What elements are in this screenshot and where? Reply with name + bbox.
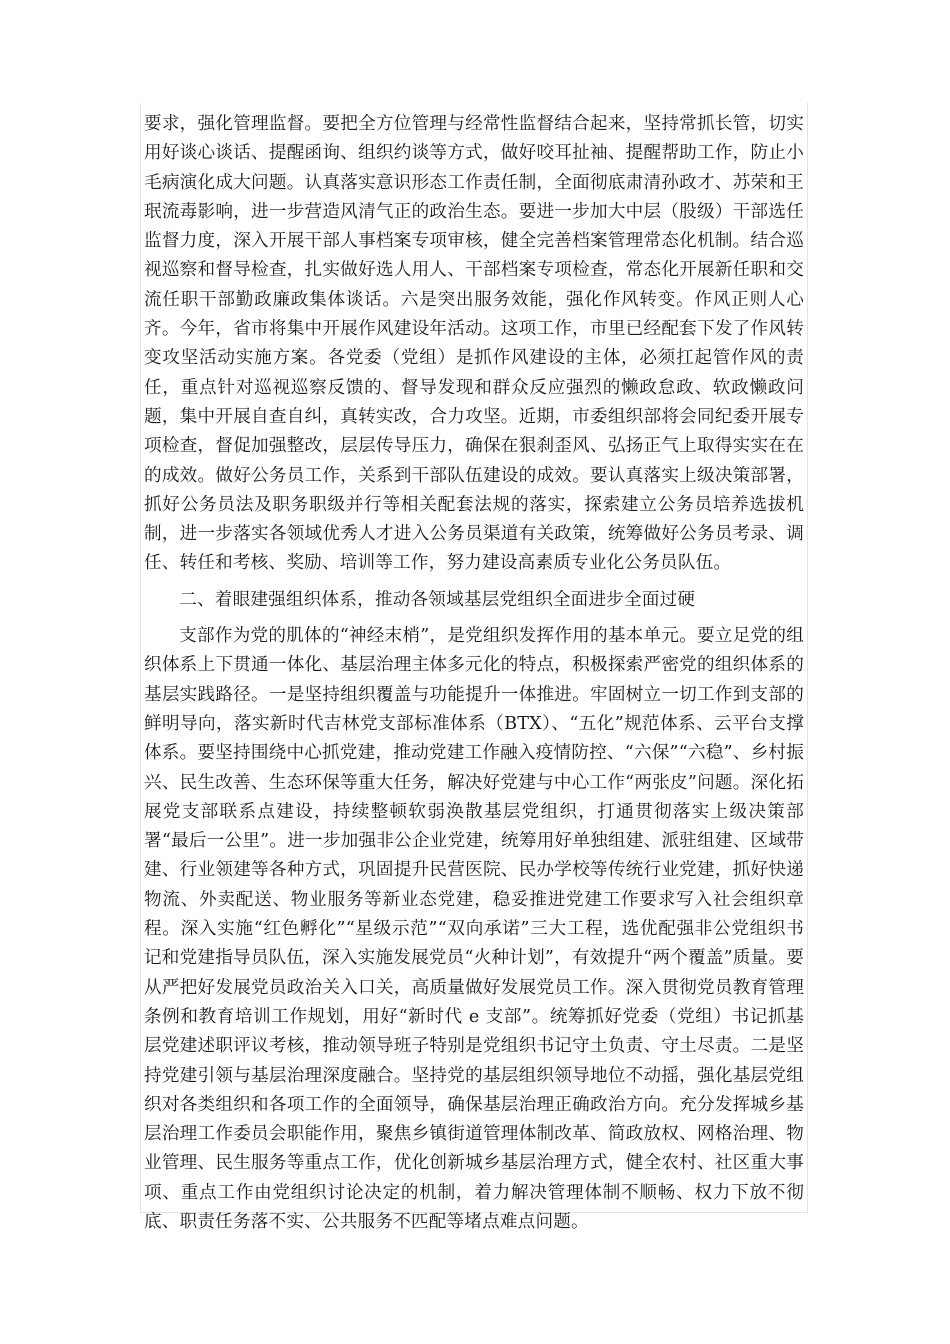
body-paragraph: 支部作为党的肌体的“神经末梢”，是党组织发挥作用的基本单元。要立足党的组织体系上下贯通一体化、基层治理主体多元化的特点，积极探索严密党的组织体系的基层实践路径。一是坚持组织覆盖与功能提升一体推进。牢固树立一切工作到支部的鲜明导向，落实新时代吉林党支部标准体系（BTX）、“五化”规范体系、云平台支撑体系。要坚持围绕中心抓党建，推动党建工作融入疫情防控、“六保”“六稳”、乡村振兴、民生改善、生态环保等重大任务，解决好党建与中心工作“两张皮”问题。深化拓展党支部联系点建设，持续整顿软弱涣散基层党组织，打通贯彻落实上级决策部署“最后一公里”。进一步加强非公企业党建，统筹用好单独组建、派驻组建、区域带建、行业领建等各种方式，巩固提升民营医院、民办学校等传统行业党建，抓好快递物流、外卖配送、物业服务等新业态党建，稳妥推进党建工作要求写入社会组织章程。深入实施“红色孵化”“星级示范”“双向承诺”三大工程，选优配强非公党组织书记和党建指导员队伍，深入实施发展党员“火种计划”，有效提升“两个覆盖”质量。要从严把好发展党员政治关入口关，高质量做好发展党员工作。深入贯彻党员教育管理条例和教育培训工作规划，用好“新时代 e 支部”。统筹抓好党委（党组）书记抓基层党建述职评议考核，推动领导班子特别是党组织书记守土负责、守土尽责。二是坚持党建引领与基层治理深度融合。坚持党的基层组织领导地位不动摇，强化基层党组织对各类组织和各项工作的全面领导，确保基层治理正确政治方向。充分发挥城乡基层治理工作委员会职能作用，聚焦乡镇街道管理体制改革、简政放权、网格治理、物业管理、民生服务等重点工作，优化创新城乡基层治理方式，健全农村、社区重大事项、重点工作由党组织讨论决定的机制，着力解决管理体制不顺畅、权力下放不彻底、职责任务落不实、公共服务不匹配等堵点难点问题。: [144, 626, 804, 1232]
body-paragraph: 要求，强化管理监督。要把全方位管理与经常性监督结合起来，坚持常抓长管，切实用好谈心谈话、提醒函询、组织约谈等方式，做好咬耳扯袖、提醒帮助工作，防止小毛病演化成大问题。认真落实意识形态工作责任制，全面彻底肃清孙政才、苏荣和王珉流毒影响，进一步营造风清气正的政治生态。要进一步加大中层（股级）干部选任监督力度，深入开展干部人事档案专项审核，健全完善档案管理常态化机制。结合巡视巡察和督导检查，扎实做好选人用人、干部档案专项检查，常态化开展新任职和交流任职干部勤政廉政集体谈话。六是突出服务效能，强化作风转变。作风正则人心齐。今年，省市将集中开展作风建设年活动。这项工作，市里已经配套下发了作风转变攻坚活动实施方案。各党委（党组）是抓作风建设的主体，必须扛起管作风的责任，重点针对巡视巡察反馈的、督导发现和群众反应强烈的懒政怠政、软政懒政问题，集中开展自查自纠，真转实改，合力攻坚。近期，市委组织部将会同纪委开展专项检查，督促加强整改，层层传导压力，确保在狠刹歪风、弘扬正气上取得实实在在的成效。做好公务员工作，关系到干部队伍建设的成效。要认真落实上级决策部署，抓好公务员法及职务职级并行等相关配套法规的落实，探索建立公务员培养选拔机制，进一步落实各领域优秀人才进入公务员渠道有关政策，统筹做好公务员考录、调任、转任和考核、奖励、培训等工作，努力建设高素质专业化公务员队伍。: [144, 114, 804, 574]
section-heading: 二、着眼建强组织体系，推动各领域基层党组织全面进步全面过硬: [179, 589, 696, 610]
document-body: [144, 110, 804, 1237]
